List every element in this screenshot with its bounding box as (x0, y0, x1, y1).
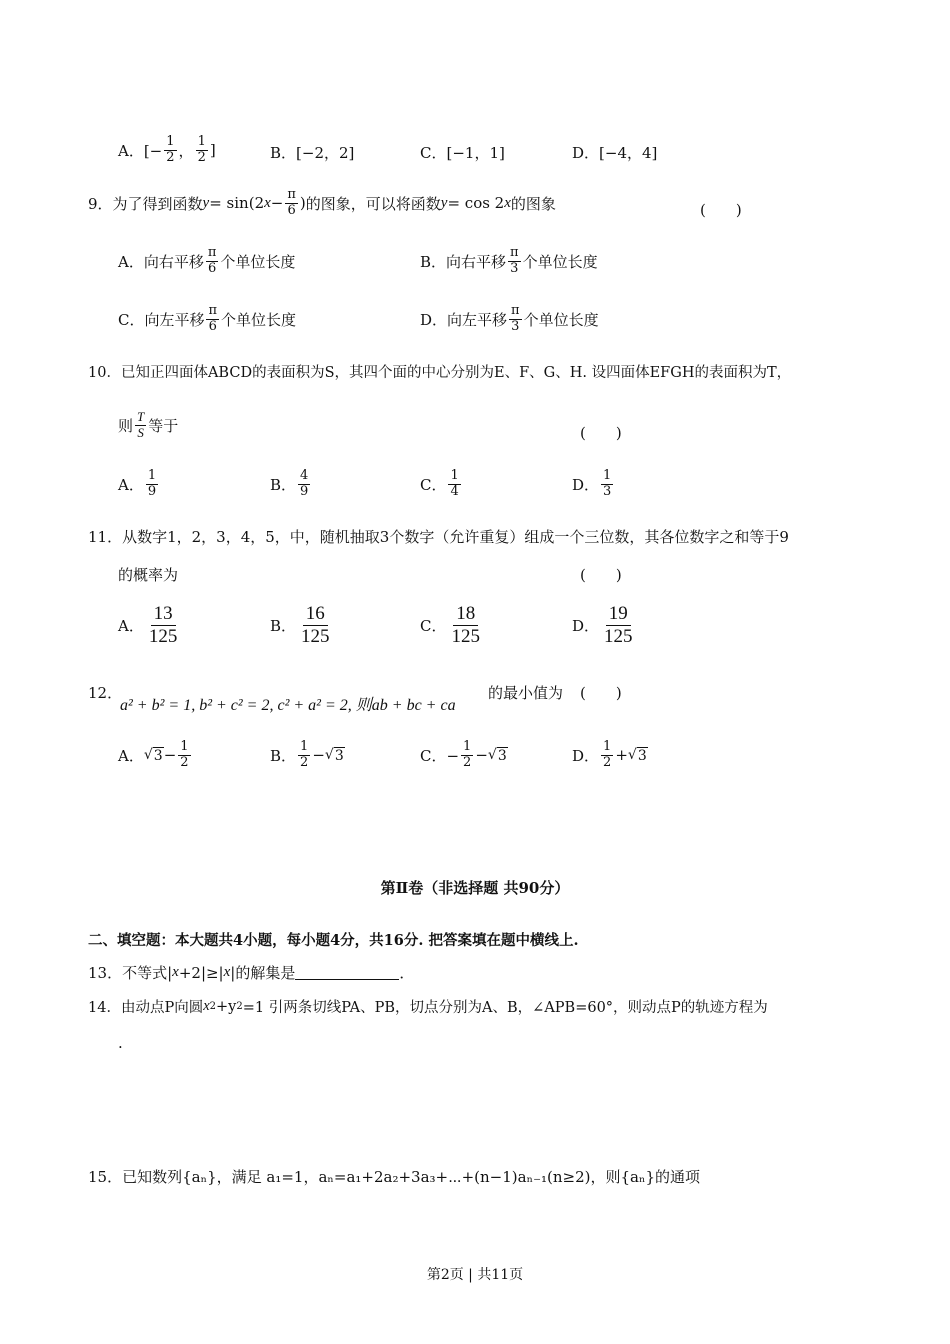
q11-option-a: A． $\frac{13}{125}$ (118, 603, 182, 648)
q9-option-b: B．向右平移 $\frac{\pi}{3}$ 个单位长度 (420, 245, 598, 276)
fraction: $\frac{\pi}{3}$ (511, 303, 520, 334)
q11-stem: 11．从数字1，2，3，4，5，中，随机抽取3个数字（允许重复）组成一个三位数，其各位数字之和等于9 (88, 528, 789, 546)
q9-option-a: A．向右平移 $\frac{\pi}{6}$ 个单位长度 (118, 245, 296, 276)
q11-option-c: C． $\frac{18}{125}$ (420, 603, 485, 648)
q8-option-b: B．[−2，2] (270, 144, 355, 162)
sqrt: √ 3 (487, 746, 507, 764)
q12-option-a: A． √ 3 − $\frac{1}{2}$ (118, 739, 189, 770)
answer-blank[interactable] (295, 965, 399, 980)
fraction: $\frac{4}{9}$ (300, 468, 309, 499)
sqrt: √ 3 (627, 746, 647, 764)
page-footer: 第2页 | 共11页 (426, 1267, 524, 1283)
fraction: $\frac{1}{2}$ (463, 739, 472, 770)
q9-answer-paren: ( ) (700, 201, 742, 219)
q9-option-d: D．向左平移 $\frac{\pi}{3}$ 个单位长度 (420, 303, 599, 334)
q10-option-b: B． $\frac{4}{9}$ (270, 468, 309, 499)
fraction: $\frac{1}{3}$ (603, 468, 612, 499)
q13-stem: 13．不等式| x +2|≥| x |的解集是 ． (88, 963, 415, 982)
q11-stem-2: 的概率为 (118, 566, 179, 584)
q8-option-d: D．[−4，4] (572, 144, 658, 162)
fraction: $\frac{1}{2}$ (300, 739, 309, 770)
q12-option-d: D． $\frac{1}{2}$ + √ 3 (572, 739, 647, 770)
fraction: $\frac{\pi}{6}$ (207, 245, 217, 276)
q8-option-a: A．[− $\frac{1}{2}$ ， $\frac{1}{2}$ ] (118, 134, 216, 165)
sqrt: √ 3 (143, 746, 163, 764)
q12-stem: 的最小值为 (488, 684, 564, 702)
q12-option-b: B． $\frac{1}{2}$ − √ 3 (270, 739, 344, 770)
q12-formula: a² + b² = 1, b² + c² = 2, c² + a² = 2, 则ab + bc + ca (120, 697, 456, 714)
q10-stem: 10．已知正四面体ABCD的表面积为S，其四个面的中心分别为E、F、G、H. 设四面体EFGH的表面积为T， (88, 365, 792, 381)
section2-heading: 二、填空题：本大题共4小题，每小题4分，共16分. 把答案填在题中横线上. (88, 932, 579, 949)
q11-answer-paren: ( ) (580, 566, 622, 584)
sqrt: √ 3 (324, 746, 344, 764)
fraction: $\frac{1}{9}$ (147, 468, 157, 499)
fraction: $\frac{1}{4}$ (450, 468, 459, 499)
fraction: $\frac{16}{125}$ (301, 603, 330, 647)
q10-option-d: D． $\frac{1}{3}$ (572, 468, 612, 499)
fraction: $\frac{13}{125}$ (148, 603, 178, 647)
q10-stem-2: 则 $\frac{T}{S}$ 等于 (118, 409, 179, 440)
q9-option-c: C．向左平移 $\frac{\pi}{6}$ 个单位长度 (118, 303, 297, 334)
q12-number: 12． (88, 684, 123, 702)
q15-stem: 15．已知数列{aₙ}，满足 a₁=1，aₙ=a₁+2a₂+3a₃+⋯+(n−1)aₙ₋₁(n≥2)，则{aₙ}的通项 (88, 1168, 701, 1186)
fraction: $\frac{\pi}{3}$ (510, 245, 519, 276)
fraction: $\frac{1}{2}$ (197, 134, 206, 165)
fraction: $\frac{1}{2}$ (603, 739, 612, 770)
part2-title: 第Ⅱ卷（非选择题 共90分） (380, 879, 570, 897)
fraction: $\frac{19}{125}$ (604, 603, 633, 647)
q11-option-b: B． $\frac{16}{125}$ (270, 603, 335, 648)
q10-answer-paren: ( ) (580, 424, 622, 442)
q9-stem: 9．为了得到函数 y = sin(2 x − $\frac{\pi}{6}$ ) 的图象，可以将函数 y = cos 2 x 的图象 (88, 187, 556, 218)
q12-answer-paren: ( ) (580, 684, 622, 702)
q14-stem: 14．由动点P向圆 x 2 +y 2 =1 引两条切线PA、PB，切点分别为A、B，∠APB=60°，则动点P的轨迹方程为 (88, 998, 768, 1016)
fraction: $\frac{T}{S}$ (137, 409, 145, 440)
q11-option-d: D． $\frac{19}{125}$ (572, 603, 638, 648)
q10-option-c: C． $\frac{1}{4}$ (420, 468, 459, 499)
fraction: $\frac{\pi}{6}$ (287, 187, 296, 218)
fraction: $\frac{\pi}{6}$ (208, 303, 218, 334)
q14-stem-2: . (118, 1034, 123, 1052)
q12-option-c: C．− $\frac{1}{2}$ − √ 3 (420, 739, 507, 770)
fraction: $\frac{1}{2}$ (166, 134, 175, 165)
q8-option-c: C．[−1，1] (420, 144, 505, 162)
fraction: $\frac{1}{2}$ (180, 739, 189, 770)
fraction: $\frac{18}{125}$ (451, 603, 480, 647)
q10-option-a: A． $\frac{1}{9}$ (118, 468, 157, 499)
